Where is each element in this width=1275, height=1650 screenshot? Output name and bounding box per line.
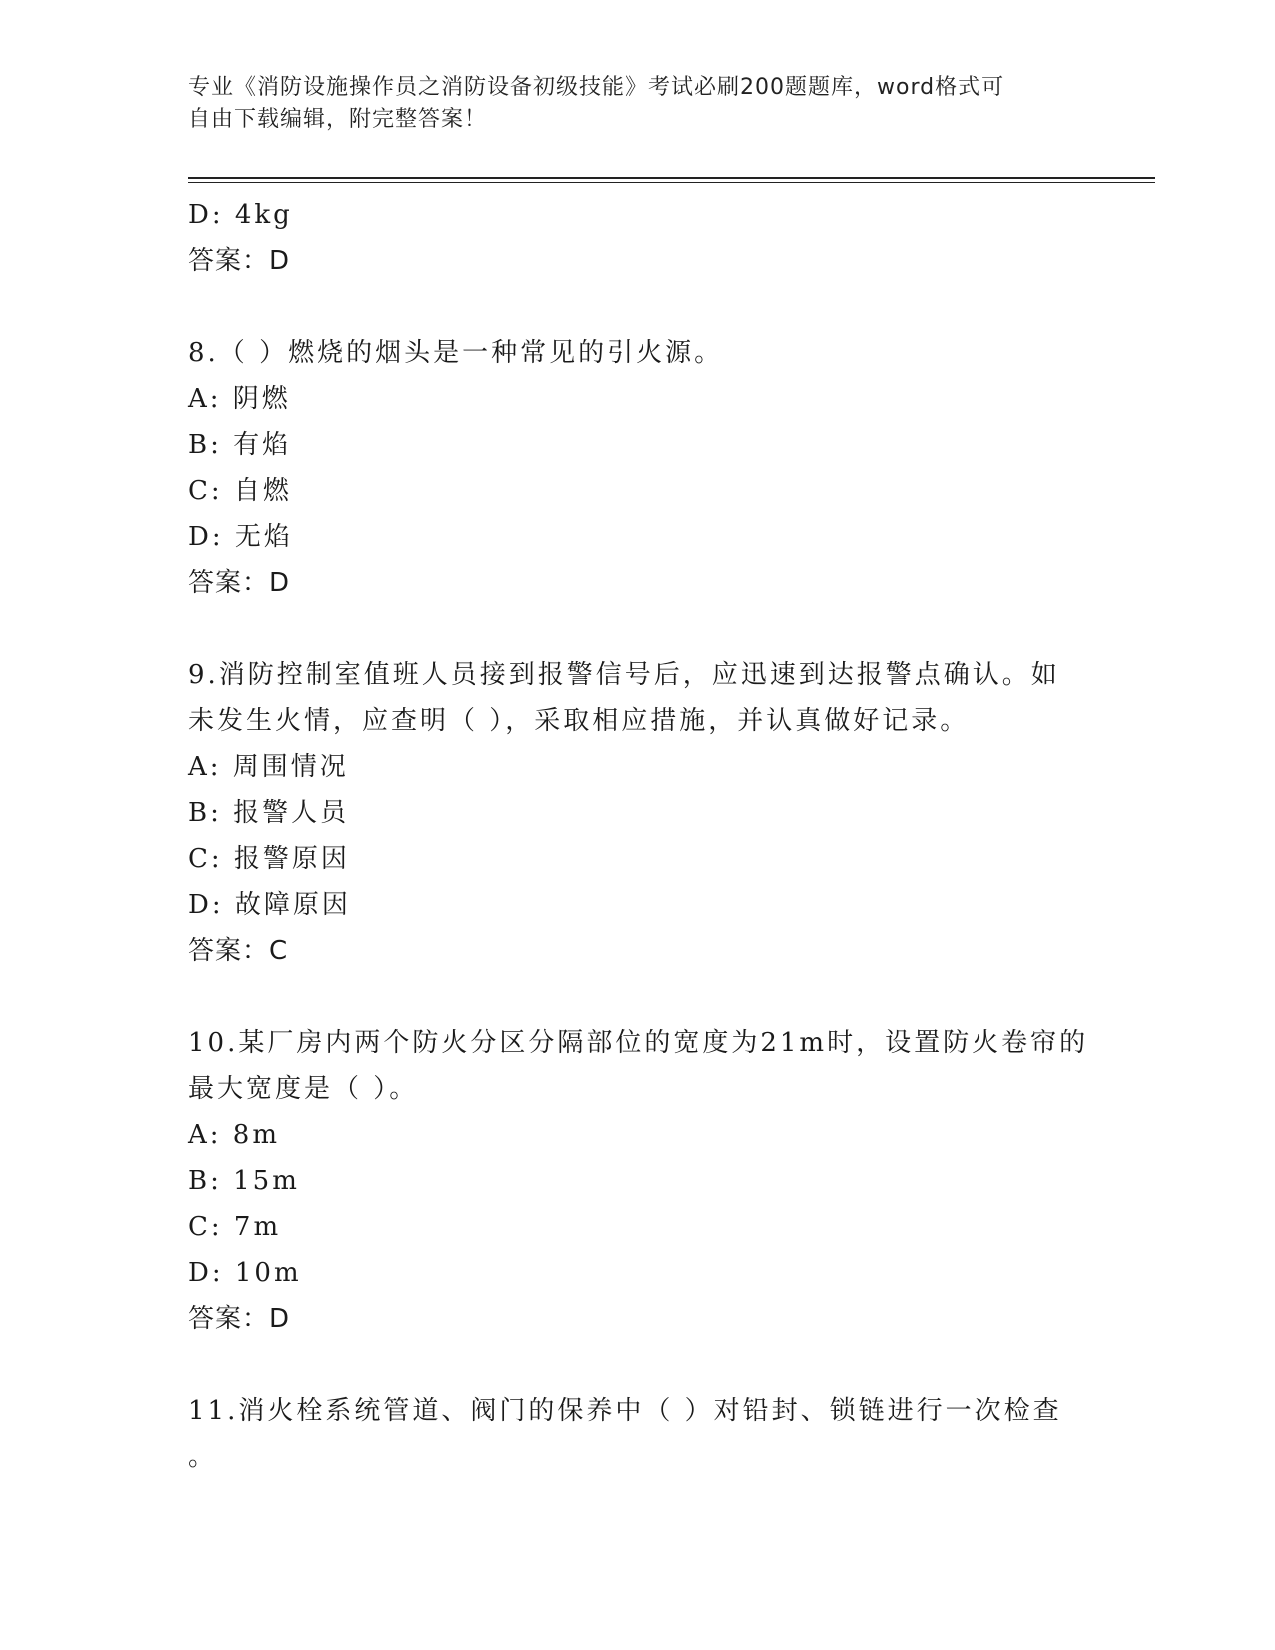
question-stem: 8.（ ）燃烧的烟头是一种常见的引火源。 <box>188 338 724 368</box>
question-stem-line-1: 11.消火栓系统管道、阀门的保养中（ ）对铅封、锁链进行一次检查 <box>188 1396 1062 1426</box>
option-a: A: 8m <box>188 1120 280 1150</box>
spacer <box>188 1342 1088 1388</box>
spacer <box>188 974 1088 1020</box>
question-11 <box>188 1388 1088 1480</box>
option-b: B: 有焰 <box>188 430 292 460</box>
document-header <box>188 72 1078 136</box>
question-9 <box>188 652 1088 974</box>
answer: 答案：D <box>188 568 291 598</box>
option-c: C: 自燃 <box>188 476 292 506</box>
question-stem-line-2: 最大宽度是（ ）。 <box>188 1074 419 1104</box>
option-d: D: 4kg <box>188 200 293 230</box>
option-d: D: 故障原因 <box>188 890 351 920</box>
spacer <box>188 606 1088 652</box>
question-10 <box>188 1020 1088 1342</box>
question-stem-line-1: 10.某厂房内两个防火分区分隔部位的宽度为21m时，设置防火卷帘的 <box>188 1028 1089 1058</box>
header-line-1: 专业《消防设施操作员之消防设备初级技能》考试必刷200题题库，word格式可 <box>188 75 1005 100</box>
answer: 答案：D <box>188 246 291 276</box>
option-d: D: 10m <box>188 1258 302 1288</box>
question-8 <box>188 330 1088 606</box>
option-c: C: 7m <box>188 1212 282 1242</box>
option-b: B: 报警人员 <box>188 798 350 828</box>
answer: 答案：D <box>188 1304 291 1334</box>
header-divider-thin <box>188 182 1155 183</box>
answer: 答案：C <box>188 936 289 966</box>
question-list <box>188 192 1088 1480</box>
option-a: A: 周围情况 <box>188 752 349 782</box>
option-c: C: 报警原因 <box>188 844 350 874</box>
option-b: B: 15m <box>188 1166 300 1196</box>
question-stem-line-1: 9.消防控制室值班人员接到报警信号后，应迅速到达报警点确认。如 <box>188 660 1060 690</box>
question-stem-line-2: 未发生火情，应查明（ ），采取相应措施，并认真做好记录。 <box>188 706 970 736</box>
header-line-2: 自由下载编辑，附完整答案！ <box>188 107 488 132</box>
header-divider-thick <box>188 177 1155 179</box>
spacer <box>188 284 1088 330</box>
question-prev <box>188 192 1088 284</box>
question-stem-line-2: 。 <box>188 1442 218 1472</box>
option-d: D: 无焰 <box>188 522 293 552</box>
option-a: A: 阴燃 <box>188 384 291 414</box>
